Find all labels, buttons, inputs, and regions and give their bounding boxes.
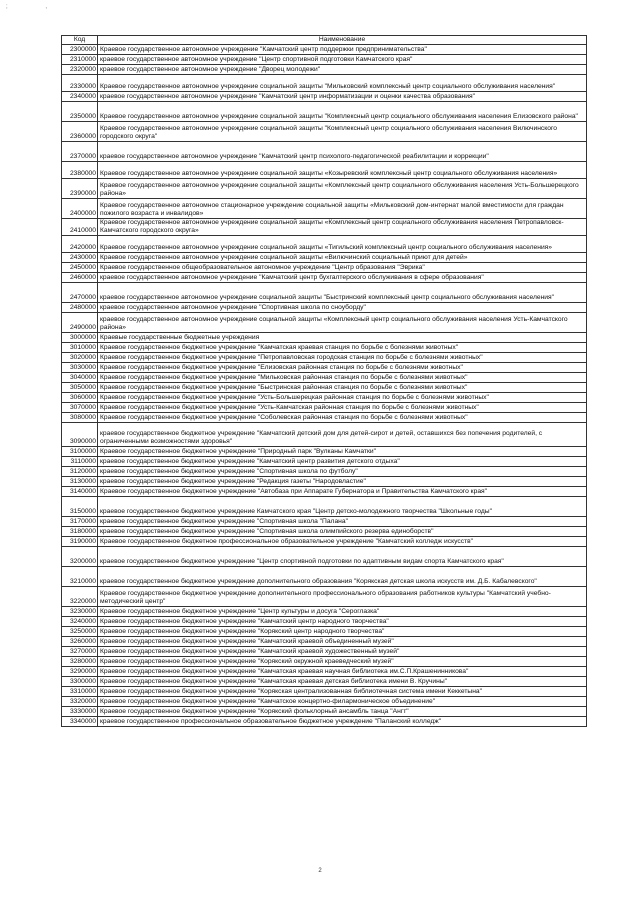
row-code: 3040000	[62, 372, 98, 382]
table-row	[62, 372, 587, 382]
row-code: 3070000	[62, 402, 98, 412]
table-row	[62, 312, 587, 332]
row-code: 2380000	[62, 161, 98, 178]
row-code: 3300000	[62, 676, 98, 686]
table-row	[62, 382, 587, 392]
row-name: краевое государственное автономное учреждение социальной защиты "Быстринский комплексный центр социального обслуживания населения"	[98, 282, 587, 302]
row-name: краевое государственное автономное учреждение "Камчатский центр бухгалтерского обслуживания в сфере образования"	[98, 272, 587, 282]
row-code: 3060000	[62, 392, 98, 402]
table-row	[62, 706, 587, 716]
table-row	[62, 402, 587, 412]
row-code: 2310000	[62, 54, 98, 64]
table-row	[62, 696, 587, 706]
row-code: 3200000	[62, 546, 98, 566]
row-code: 3080000	[62, 412, 98, 422]
table-row	[62, 141, 587, 161]
row-code: 3260000	[62, 636, 98, 646]
row-name: Краевое государственное бюджетное учреждение "Камчатский краевой художественный музей"	[98, 646, 587, 656]
row-name: краевое государственное профессиональное образовательное бюджетное учреждение "Паланский колледж"	[98, 716, 587, 726]
table-row	[62, 716, 587, 726]
table-row	[62, 262, 587, 272]
row-name: Краевое государственное автономное учреждение социальной защиты «Тигильский комплексный центр социального обслуживания населения»	[98, 235, 587, 252]
table-row	[62, 74, 587, 91]
row-name: краевое государственное автономное учреждение "Дворец молодежи"	[98, 64, 587, 74]
row-name: Краевое государственное бюджетное учреждение "Камчатская краевая детская библиотека имени В. Кручины"	[98, 676, 587, 686]
row-name: краевое государственное автономное учреждение "Камчатский центр психолого-педагогической реабилитации и коррекции"	[98, 141, 587, 161]
row-code: 3170000	[62, 516, 98, 526]
row-code: 3270000	[62, 646, 98, 656]
row-code: 2470000	[62, 282, 98, 302]
table-row	[62, 252, 587, 262]
row-code: 2400000	[62, 198, 98, 218]
row-code: 3340000	[62, 716, 98, 726]
table-row	[62, 516, 587, 526]
page-number: 2	[318, 868, 322, 874]
row-name: Краевое государственное бюджетное учреждение "Соболевская районная станция по борьбе с болезнями животных"	[98, 412, 587, 422]
row-name: Краевое государственное бюджетное учреждение "Мильковская районная станция по борьбе с болезнями животных"	[98, 372, 587, 382]
row-code: 3250000	[62, 626, 98, 636]
row-name: Краевое государственное бюджетное учреждение "Камчатская краевая научная библиотека им.С.П.Крашенинникова"	[98, 666, 587, 676]
row-name: Краевое государственное автономное учреждение социальной защиты "Комплексный центр социального обслуживания населения Елизовского района"	[98, 101, 587, 121]
row-code: 3090000	[62, 422, 98, 446]
table-row	[62, 666, 587, 676]
table-row	[62, 235, 587, 252]
table-row	[62, 526, 587, 536]
table-row	[62, 476, 587, 486]
row-code: 2300000	[62, 44, 98, 54]
row-code: 3010000	[62, 342, 98, 352]
row-name: Краевое государственное бюджетное учреждение "Корякский окружной краеведческий музей"	[98, 656, 587, 666]
table-row	[62, 606, 587, 616]
row-name: Краевое государственное бюджетное профессиональное образовательное учреждение "Камчатский колледж искусств"	[98, 536, 587, 546]
table-row	[62, 536, 587, 546]
row-name: Краевое государственное бюджетное учреждение "Камчатский центр народного творчества"	[98, 616, 587, 626]
row-name: краевое государственное бюджетное учреждение "Камчатский детский дом для детей-сирот и детей, оставшихся без попечения родителей, с ограниченными возможностями здоровья"	[98, 422, 587, 446]
row-name: краевое государственное бюджетное учреждение "Редакция газеты "Народовластие"	[98, 476, 587, 486]
row-name: Краевое государственное автономное учреждение "Камчатский центр поддержки предпринимательства"	[98, 44, 587, 54]
table-header-row	[62, 36, 587, 45]
row-code: 3240000	[62, 616, 98, 626]
table-row	[62, 446, 587, 456]
row-code: 2420000	[62, 235, 98, 252]
row-code: 2480000	[62, 302, 98, 312]
table-row	[62, 101, 587, 121]
row-name: краевое государственное бюджетное учреждение дополнительного образования "Корякская детская школа искусств им. Д.Б. Кабалевского"	[98, 566, 587, 586]
row-name: Краевое государственное бюджетное учреждение "Автобаза при Аппарате Губернатора и Правительства Камчатского края"	[98, 486, 587, 496]
row-code: 2460000	[62, 272, 98, 282]
row-code: 3290000	[62, 666, 98, 676]
table-row	[62, 64, 587, 74]
table-row	[62, 198, 587, 218]
organizations-table	[61, 35, 587, 727]
row-name: Краевое государственное бюджетное учреждение "Камчатская краевая станция по борьбе с болезнями животных"	[98, 342, 587, 352]
row-code: 2370000	[62, 141, 98, 161]
table-row	[62, 422, 587, 446]
row-name: Краевое государственное автономное стационарное учреждение социальной защиты «Мильковский дом-интернат малой вместимости для граждан пожилого возраста и инвалидов»	[98, 198, 587, 218]
row-name: Краевое государственное общеобразовательное автономное учреждение "Центр образования "Эврика"	[98, 262, 587, 272]
row-code: 3100000	[62, 446, 98, 456]
row-name: Краевое государственное бюджетное учреждение "Быстринская районная станция по борьбе с болезнями животных"	[98, 382, 587, 392]
row-name: Краевое государственное бюджетное учреждение "Корякский фольклорный ансамбль танца "Ангт"	[98, 706, 587, 716]
table-row	[62, 282, 587, 302]
row-code: 3280000	[62, 656, 98, 666]
row-code: 3320000	[62, 696, 98, 706]
table-row	[62, 178, 587, 198]
row-name: краевое государственное автономное учреждение социальной защиты «Комплексный центр социального обслуживания населения Усть-Камчатского района»	[98, 312, 587, 332]
row-code: 2320000	[62, 64, 98, 74]
row-name: Краевое государственное автономное учреждение социальной защиты «Козыревский комплексный центр социального обслуживания населения»	[98, 161, 587, 178]
header-name: Наименование	[98, 36, 587, 45]
row-name: Краевое государственное бюджетное учреждение дополнительного профессионального образования работников культуры "Камчатский учебно-методический центр"	[98, 586, 587, 606]
table-row	[62, 646, 587, 656]
table-row	[62, 456, 587, 466]
row-name: Краевое государственное бюджетное учреждение "Елизовская районная станция по борьбе с болезнями животных"	[98, 362, 587, 372]
table-row	[62, 218, 587, 235]
row-name: Краевое государственное бюджетное учреждение "Усть-Камчатская районная станция по борьбе с болезнями животных"	[98, 402, 587, 412]
table-row	[62, 466, 587, 476]
table-row	[62, 392, 587, 402]
row-code: 3000000	[62, 332, 98, 342]
table-row	[62, 676, 587, 686]
row-name: краевое государственное бюджетное учреждение "Камчатский центр развития детского отдыха"	[98, 456, 587, 466]
table-row	[62, 412, 587, 422]
row-name: Краевое государственное бюджетное учреждение "Усть-Большерецкая районная станция по борьбе с болезнями животных"	[98, 392, 587, 402]
table-row	[62, 161, 587, 178]
row-code: 3220000	[62, 586, 98, 606]
row-name: Краевое государственное бюджетное учреждение "Центр культуры и досуга "Сероглазка"	[98, 606, 587, 616]
row-name: краевое государственное автономное учреждение "Камчатский центр информатизации и оценки качества образования"	[98, 91, 587, 101]
row-code: 3190000	[62, 536, 98, 546]
table-row	[62, 362, 587, 372]
row-code: 3230000	[62, 606, 98, 616]
header-code: Код	[62, 36, 98, 45]
row-name: Краевое государственное автономное учреждение социальной защиты "Комплексный центр социального обслуживания населения Вилючинского городского округа"	[98, 121, 587, 141]
row-code: 3130000	[62, 476, 98, 486]
table-row	[62, 352, 587, 362]
row-code: 2410000	[62, 218, 98, 235]
row-name: краевое государственное бюджетное учреждение "Центр спортивной подготовки по адаптивным видам спорта Камчатского края"	[98, 546, 587, 566]
row-code: 2390000	[62, 178, 98, 198]
table-row	[62, 566, 587, 586]
row-name: Краевые государственные бюджетные учреждения	[98, 332, 587, 342]
row-code: 3050000	[62, 382, 98, 392]
row-name: Краевое государственное бюджетное учреждение "Корякская централизованная библиотечная система имени Кеккетына"	[98, 686, 587, 696]
table-row	[62, 332, 587, 342]
row-code: 2450000	[62, 262, 98, 272]
table-row	[62, 616, 587, 626]
row-name: Краевое государственное бюджетное учреждение "Природный парк "Вулканы Камчатки"	[98, 446, 587, 456]
row-code: 3310000	[62, 686, 98, 696]
row-code: 3180000	[62, 526, 98, 536]
table-row	[62, 302, 587, 312]
row-code: 2360000	[62, 121, 98, 141]
table-row	[62, 272, 587, 282]
row-name: краевое государственное бюджетное учреждение "Спортивная школа по футболу"	[98, 466, 587, 476]
table-row	[62, 44, 587, 54]
table-row	[62, 121, 587, 141]
row-name: краевое государственное автономное учреждение "Спортивная школа по сноуборду"	[98, 302, 587, 312]
table-row	[62, 656, 587, 666]
row-code: 3120000	[62, 466, 98, 476]
table-row	[62, 342, 587, 352]
table-row	[62, 54, 587, 64]
table-row	[62, 91, 587, 101]
row-name: Краевое государственное бюджетное учреждение "Камчатский краевой объединенный музей"	[98, 636, 587, 646]
row-name: Краевое государственное автономное учреждение социальной защиты «Комплексный центр социального обслуживания населения Усть-Большерецкого района»	[98, 178, 587, 198]
row-name: краевое государственное бюджетное учреждение Камчатского края "Центр детско-молодежного творчества "Школьные годы"	[98, 496, 587, 516]
row-name: Краевое государственное бюджетное учреждение "Камчатское концертно-филармоническое объединение"	[98, 696, 587, 706]
row-code: 3150000	[62, 496, 98, 516]
row-code: 3140000	[62, 486, 98, 496]
row-code: 3110000	[62, 456, 98, 466]
scan-marks: ; ,	[6, 4, 66, 10]
table-row	[62, 686, 587, 696]
table-row	[62, 586, 587, 606]
row-name: Краевое государственное автономное учреждение социальной защиты «Комплексный центр социального обслуживания населения Петропавловск-Камчатского городского округа»	[98, 218, 587, 235]
row-code: 3330000	[62, 706, 98, 716]
row-code: 3020000	[62, 352, 98, 362]
row-name: Краевое государственное бюджетное учреждение "Корякский центр народного творчества"	[98, 626, 587, 636]
table-row	[62, 626, 587, 636]
row-code: 2490000	[62, 312, 98, 332]
table-row	[62, 546, 587, 566]
row-name: краевое государственное автономное учреждение "Центр спортивной подготовки Камчатского края"	[98, 54, 587, 64]
table-row	[62, 636, 587, 646]
row-code: 2430000	[62, 252, 98, 262]
row-code: 3030000	[62, 362, 98, 372]
row-name: Краевое государственное автономное учреждение социальной защиты «Вилючинский социальный приют для детей»	[98, 252, 587, 262]
row-code: 2330000	[62, 74, 98, 91]
table-row	[62, 486, 587, 496]
row-name: Краевое государственное бюджетное учреждение "Петропавловская городская станция по борьбе с болезнями животных"	[98, 352, 587, 362]
row-name: краевое государственное бюджетное учреждение "Спортивная школа олимпийского резерва единоборств"	[98, 526, 587, 536]
row-code: 3210000	[62, 566, 98, 586]
row-code: 2350000	[62, 101, 98, 121]
row-name: краевое государственное бюджетное учреждение "Спортивная школа "Палана"	[98, 516, 587, 526]
table-row	[62, 496, 587, 516]
row-code: 2340000	[62, 91, 98, 101]
row-name: Краевое государственное автономное учреждение социальной защиты "Мильковский комплексный центр социального обслуживания населения"	[98, 74, 587, 91]
